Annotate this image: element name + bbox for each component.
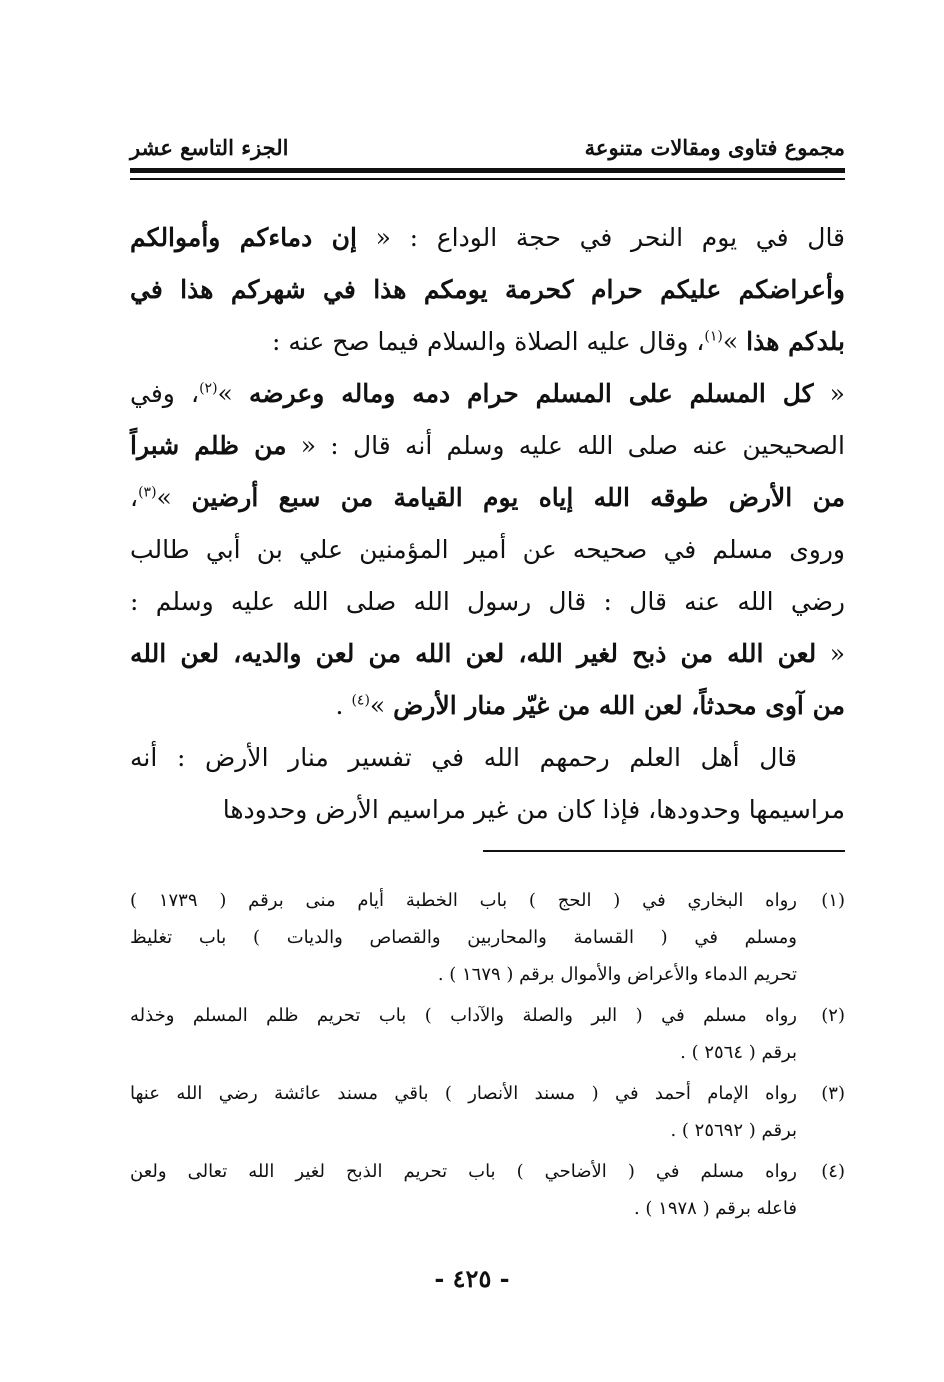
text-segment: » — [156, 483, 192, 512]
text-segment: ، وفي — [130, 379, 200, 408]
footnote-line: رواه البخاري في ( الحج ) باب الخطبة أيام منى برقم ( ١٧٣٩ ) — [130, 890, 797, 911]
footnote-line: تحريم الدماء والأعراض والأموال برقم ( ١٦٧٩ ) . — [437, 964, 797, 985]
footnote-text — [130, 882, 797, 993]
footnote — [130, 882, 845, 993]
running-header — [130, 120, 845, 160]
text-segment: ، وقال عليه الصلاة والسلام فيما صح عنه : — [272, 327, 705, 356]
footnote — [130, 997, 845, 1071]
footnote-number: (٢) — [821, 1005, 845, 1026]
footnote-line: رواه مسلم في ( البر والصلة والآداب ) باب تحريم ظلم المسلم وخذله — [130, 1005, 797, 1026]
text-segment: » — [217, 379, 249, 408]
text-segment: قال أهل العلم رحمهم الله في تفسير منار الأرض : أنه — [130, 743, 797, 772]
footnote-line: برقم ( ٢٥٦٤ ) . — [680, 1042, 797, 1063]
footnote — [130, 1075, 845, 1149]
text-line — [130, 316, 845, 368]
footnote-ref: (١) — [704, 328, 723, 345]
text-segment: » — [722, 327, 747, 356]
hadith-text: بلدكم هذا — [746, 327, 845, 356]
footnote — [130, 1153, 845, 1227]
footnote-line: رواه الإمام أحمد في ( مسند الأنصار ) باقي مسند عائشة رضي الله عنها — [130, 1083, 797, 1104]
text-line — [130, 680, 845, 732]
text-line — [130, 212, 845, 264]
text-segment: وروى مسلم في صحيحه عن أمير المؤمنين علي بن أبي طالب — [130, 535, 845, 564]
text-line — [130, 784, 845, 836]
text-line — [130, 420, 845, 472]
header-rule-thick — [130, 168, 845, 173]
footnote-line: ومسلم في ( القسامة والمحاربين والقصاص والديات ) باب تغليظ — [130, 927, 797, 948]
book-title: مجموع فتاوى ومقالات متنوعة — [584, 135, 845, 160]
hadith-text: إن دماءكم وأموالكم — [130, 223, 357, 252]
main-text — [130, 212, 845, 836]
hadith-text: من الأرض طوقه الله إياه يوم القيامة من سبع أرضين — [191, 483, 846, 512]
footnote-ref: (٢) — [199, 380, 218, 397]
text-segment: » — [369, 691, 394, 720]
text-line — [130, 732, 845, 784]
footnote-number: (١) — [821, 890, 845, 911]
footnote-number: (٤) — [821, 1161, 845, 1182]
text-line — [130, 628, 845, 680]
footnote-line: رواه مسلم في ( الأضاحي ) باب تحريم الذبح لغير الله تعالى ولعن — [130, 1161, 797, 1182]
footnote-ref: (٤) — [351, 692, 370, 709]
text-segment: « — [813, 379, 845, 408]
text-segment: قال في يوم النحر في حجة الوداع : « — [356, 223, 846, 252]
page-number: - ٤٢٥ - — [434, 1264, 510, 1293]
text-line — [130, 472, 845, 524]
footnote-separator — [483, 850, 845, 852]
hadith-text: لعن الله من ذبح لغير الله، لعن الله من لعن والديه، لعن الله — [130, 639, 817, 668]
text-segment: . — [335, 691, 352, 720]
footnote-text — [130, 997, 797, 1071]
footnote-text — [130, 1075, 797, 1149]
text-line — [130, 576, 845, 628]
hadith-text: من ظلم شبراً — [130, 431, 287, 460]
text-line — [130, 368, 845, 420]
text-line — [130, 264, 845, 316]
footnote-ref: (٣) — [138, 484, 157, 501]
hadith-text: من آوى محدثاً، لعن الله من غيّر منار الأرض — [393, 691, 845, 720]
header-rule-thin — [130, 178, 845, 180]
volume-label: الجزء التاسع عشر — [130, 135, 289, 160]
footnote-line: فاعله برقم ( ١٩٧٨ ) . — [633, 1198, 797, 1219]
text-segment: الصحيحين عنه صلى الله عليه وسلم أنه قال : « — [286, 431, 845, 460]
footnotes — [130, 882, 845, 1231]
text-segment: رضي الله عنه قال : قال رسول الله صلى الله عليه وسلم : — [130, 587, 845, 616]
hadith-text: وأعراضكم عليكم حرام كحرمة يومكم هذا في شهركم هذا في — [130, 275, 845, 304]
hadith-text: كل المسلم على المسلم حرام دمه وماله وعرضه — [248, 379, 814, 408]
text-segment: « — [816, 639, 845, 668]
text-segment: مراسيمها وحدودها، فإذا كان من غير مراسيم الأرض وحدودها — [222, 795, 845, 824]
text-line — [130, 524, 845, 576]
footnote-number: (٣) — [821, 1083, 845, 1104]
footnote-text — [130, 1153, 797, 1227]
footnote-line: برقم ( ٢٥٦٩٢ ) . — [670, 1120, 797, 1141]
text-segment: ، — [130, 483, 139, 512]
